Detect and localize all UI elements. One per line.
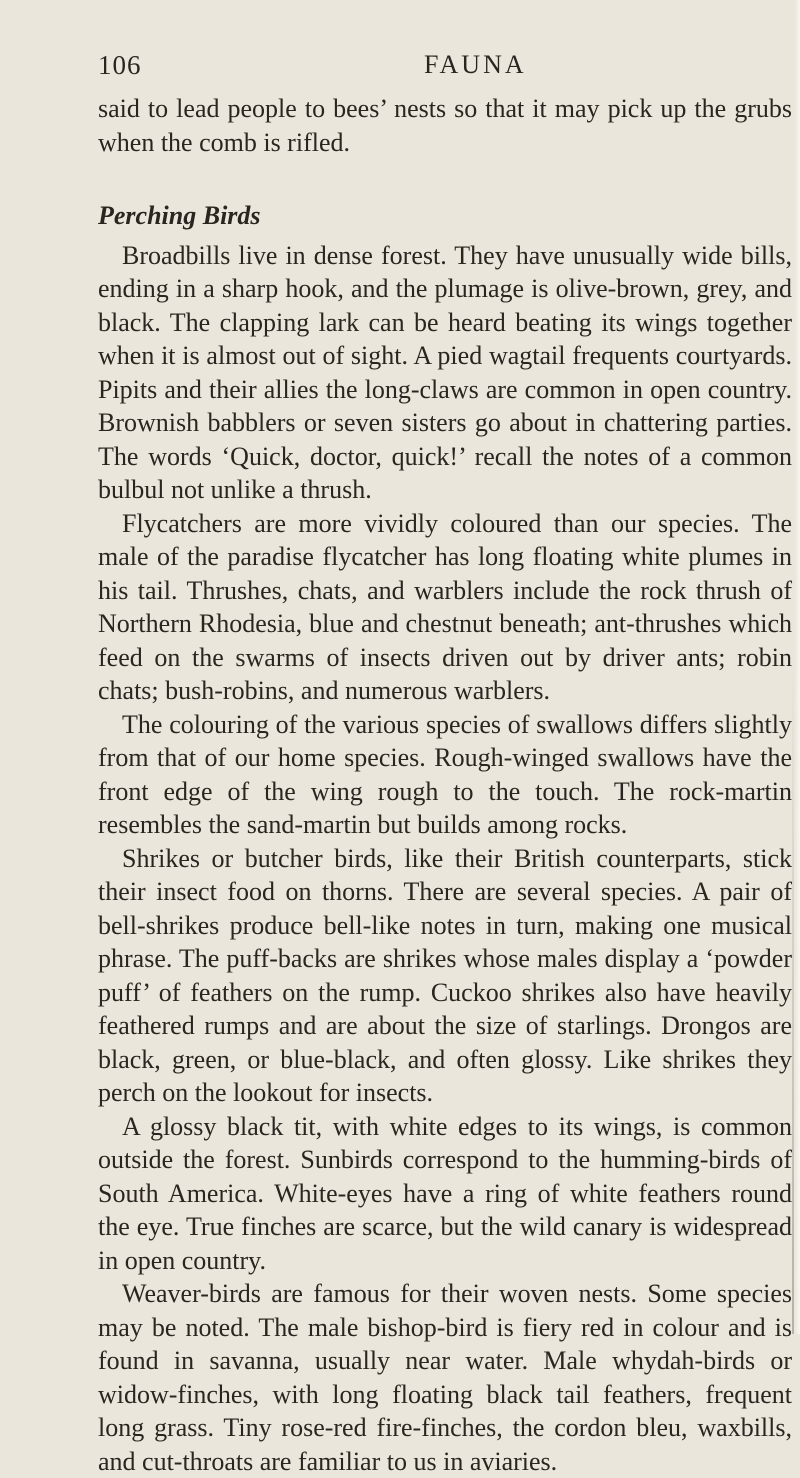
- page-edge-shadow: [792, 660, 794, 1334]
- paragraph-swallows: The colouring of the various species of swallows differs slightly from that of our home species. Rough-winged swallows have the front edge of the wing rough to the touch. The rock-martin resembles the sand-martin but builds among rocks.: [98, 709, 792, 839]
- section-heading: Perching Birds: [98, 201, 261, 230]
- paragraph-shrikes: Shrikes or butcher birds, like their British counterparts, stick their insect food on thorns. There are several species. A pair of bell-shrikes produce bell-like notes in turn, making one musical phrase. The puff-backs are shrikes whose males display a ‘powder puff’ of feathers on the rump. Cuckoo shrikes also have heavily feathered rumps and are about the size of starlings. Drongos are black, green, or blue-black, and often glossy. Like shrikes they perch on the lookout for insects.: [98, 843, 792, 1107]
- paragraph-weaver-birds: Weaver-birds are famous for their woven nests. Some species may be noted. The male bishop-bird is fiery red in colour and is found in savanna, usually near water. Male whydah-birds or widow-finches, with long floating black tail feathers, frequent long grass. Tiny rose-red fire-finches, the cordon bleu, waxbills, and cut-throats are familiar to us in aviaries.: [98, 1279, 792, 1476]
- paragraph-broadbills: Broadbills live in dense forest. They have unusually wide bills, ending in a sharp hook, and the plumage is olive-brown, grey, and black. The clapping lark can be heard beating its wings together when it is almost out of sight. A pied wagtail frequents courtyards. Pipits and their allies the long-claws are common in open country. Brownish babblers or seven sisters go about in chattering parties. The words ‘Quick, doctor, quick!’ recall the notes of a common bulbul not unlike a thrush.: [98, 240, 792, 504]
- running-head: [98, 50, 800, 82]
- paragraph-tits-sunbirds: A glossy black tit, with white edges to its wings, is common outside the forest. Sunbirds correspond to the humming-birds of South America. White-eyes have a ring of white feathers round the eye. True finches are scarce, but the wild canary is widespread in open country.: [98, 1111, 792, 1275]
- continuation-paragraph: said to lead people to bees’ nests so that it may pick up the grubs when the comb is rifled.: [98, 94, 792, 157]
- running-title: FAUNA: [424, 50, 527, 79]
- body-text: [98, 92, 792, 1478]
- page-edge-highlight: [795, 0, 800, 1334]
- page-number: 106: [98, 50, 142, 80]
- paragraph-flycatchers: Flycatchers are more vividly coloured than our species. The male of the paradise flycatcher has long floating white plumes in his tail. Thrushes, chats, and warblers include the rock thrush of Northern Rhodesia, blue and chestnut beneath; ant-thrushes which feed on the swarms of insects driven out by driver ants; robin chats; bush-robins, and numerous warblers.: [98, 508, 792, 705]
